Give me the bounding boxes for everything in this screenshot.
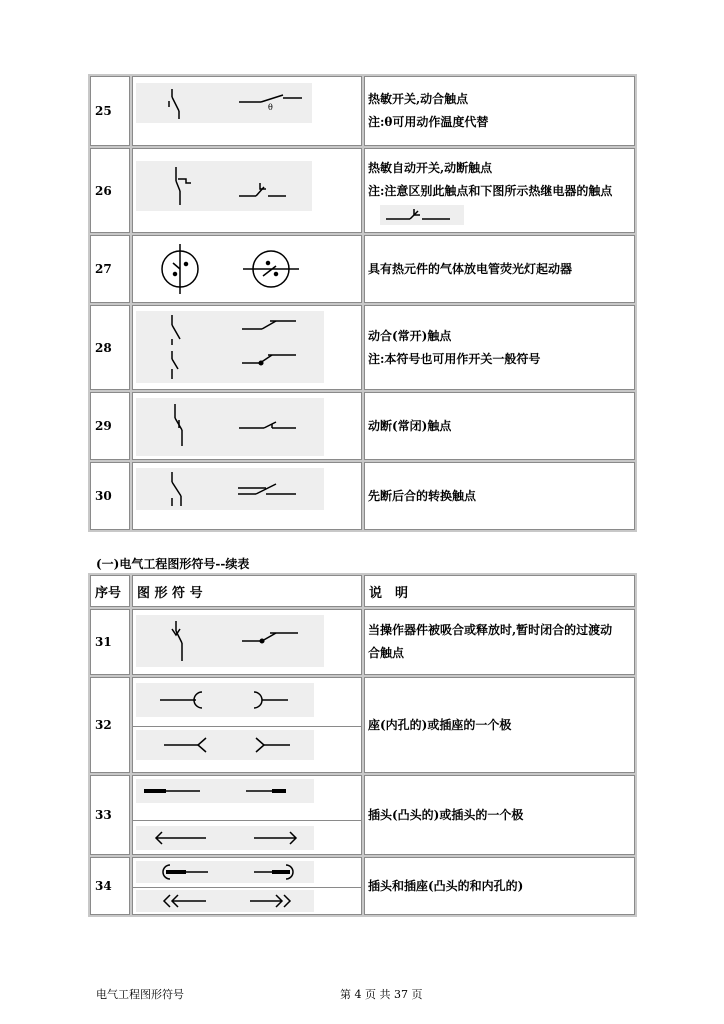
description-cell	[364, 392, 635, 460]
row-number: 30	[90, 462, 130, 530]
table-row	[90, 392, 635, 460]
description-line: 先断后合的转换触点	[368, 488, 477, 503]
thermal-auto-switch-symbol	[136, 161, 312, 211]
header-row	[90, 575, 635, 607]
description-cell	[364, 677, 635, 773]
page-number: 第 4 页 共 37 页	[340, 988, 423, 1001]
symbol-cell	[132, 235, 362, 303]
break-contact-symbol	[136, 398, 324, 456]
table-row	[90, 148, 635, 233]
description-line: 动断(常闭)触点	[368, 418, 452, 433]
table-row	[90, 775, 635, 855]
row-number: 29	[90, 392, 130, 460]
description-line: 动合(常开)触点	[368, 328, 452, 343]
description-cell	[364, 857, 635, 915]
symbols-table-2	[88, 573, 637, 917]
symbol-cell	[132, 609, 362, 675]
row-number: 25	[90, 76, 130, 146]
symbol-cell	[132, 392, 362, 460]
row-number: 28	[90, 305, 130, 390]
plug-pole-symbol	[136, 779, 314, 803]
symbol-cell	[132, 677, 362, 773]
description-cell	[364, 148, 635, 233]
row-number: 34	[90, 857, 130, 915]
description-line: 注:本符号也可用作开关一般符号	[368, 351, 541, 366]
table-row	[90, 235, 635, 303]
thermal-relay-contact-symbol	[380, 205, 464, 225]
row-number: 32	[90, 677, 130, 773]
make-contact-symbol	[136, 311, 324, 383]
table-row	[90, 857, 635, 915]
plug-pole-alt-symbol	[136, 826, 314, 850]
plug-and-socket-symbol	[136, 861, 314, 883]
symbol-cell	[132, 462, 362, 530]
svg-text:θ: θ	[268, 103, 273, 112]
description-cell	[364, 76, 635, 146]
description-line: 具有热元件的气体放电管荧光灯起动器	[368, 261, 573, 276]
description-line: 热敏开关,动合触点	[368, 92, 469, 106]
header-description: 说 明	[364, 575, 635, 607]
table-row	[90, 462, 635, 530]
description-cell	[364, 775, 635, 855]
socket-pole-symbol	[136, 683, 314, 717]
table-row	[90, 677, 635, 773]
description-cell	[364, 462, 635, 530]
starter-symbol	[133, 236, 361, 304]
header-number: 序号	[90, 575, 130, 607]
symbol-cell	[132, 305, 362, 390]
description-line: 合触点	[368, 646, 405, 660]
header-symbol: 图 形 符 号	[132, 575, 362, 607]
table-row	[90, 76, 635, 146]
row-number: 31	[90, 609, 130, 675]
transition-contact-symbol	[136, 615, 324, 667]
description-line: 座(内孔的)或插座的一个极	[368, 717, 512, 732]
description-line: 当操作器件被吸合或释放时,暂时闭合的过渡动	[368, 623, 613, 637]
socket-pole-alt-symbol	[136, 730, 314, 760]
description-line: 插头和插座(凸头的和内孔的)	[368, 878, 524, 893]
description-line: 插头(凸头的)或插头的一个极	[368, 807, 524, 822]
symbol-cell	[132, 76, 362, 146]
plug-and-socket-alt-symbol	[136, 890, 314, 912]
table-caption: (一)电气工程图形符号--续表	[96, 557, 250, 571]
row-number: 33	[90, 775, 130, 855]
symbols-table-1	[88, 74, 637, 532]
footer-title: 电气工程图形符号	[96, 988, 184, 1001]
row-number: 26	[90, 148, 130, 233]
row-number: 27	[90, 235, 130, 303]
description-cell	[364, 609, 635, 675]
description-line: 注:注意区别此触点和下图所示热继电器的触点	[368, 183, 613, 198]
description-cell	[364, 305, 635, 390]
description-line: 热敏自动开关,动断触点	[368, 160, 493, 175]
changeover-contact-symbol	[136, 468, 324, 510]
symbol-cell	[132, 857, 362, 915]
description-line: 注:θ可用动作温度代替	[368, 115, 489, 129]
symbol-cell	[132, 148, 362, 233]
table-row	[90, 305, 635, 390]
table-row	[90, 609, 635, 675]
thermal-switch-symbol	[136, 83, 312, 123]
description-cell	[364, 235, 635, 303]
symbol-cell	[132, 775, 362, 855]
